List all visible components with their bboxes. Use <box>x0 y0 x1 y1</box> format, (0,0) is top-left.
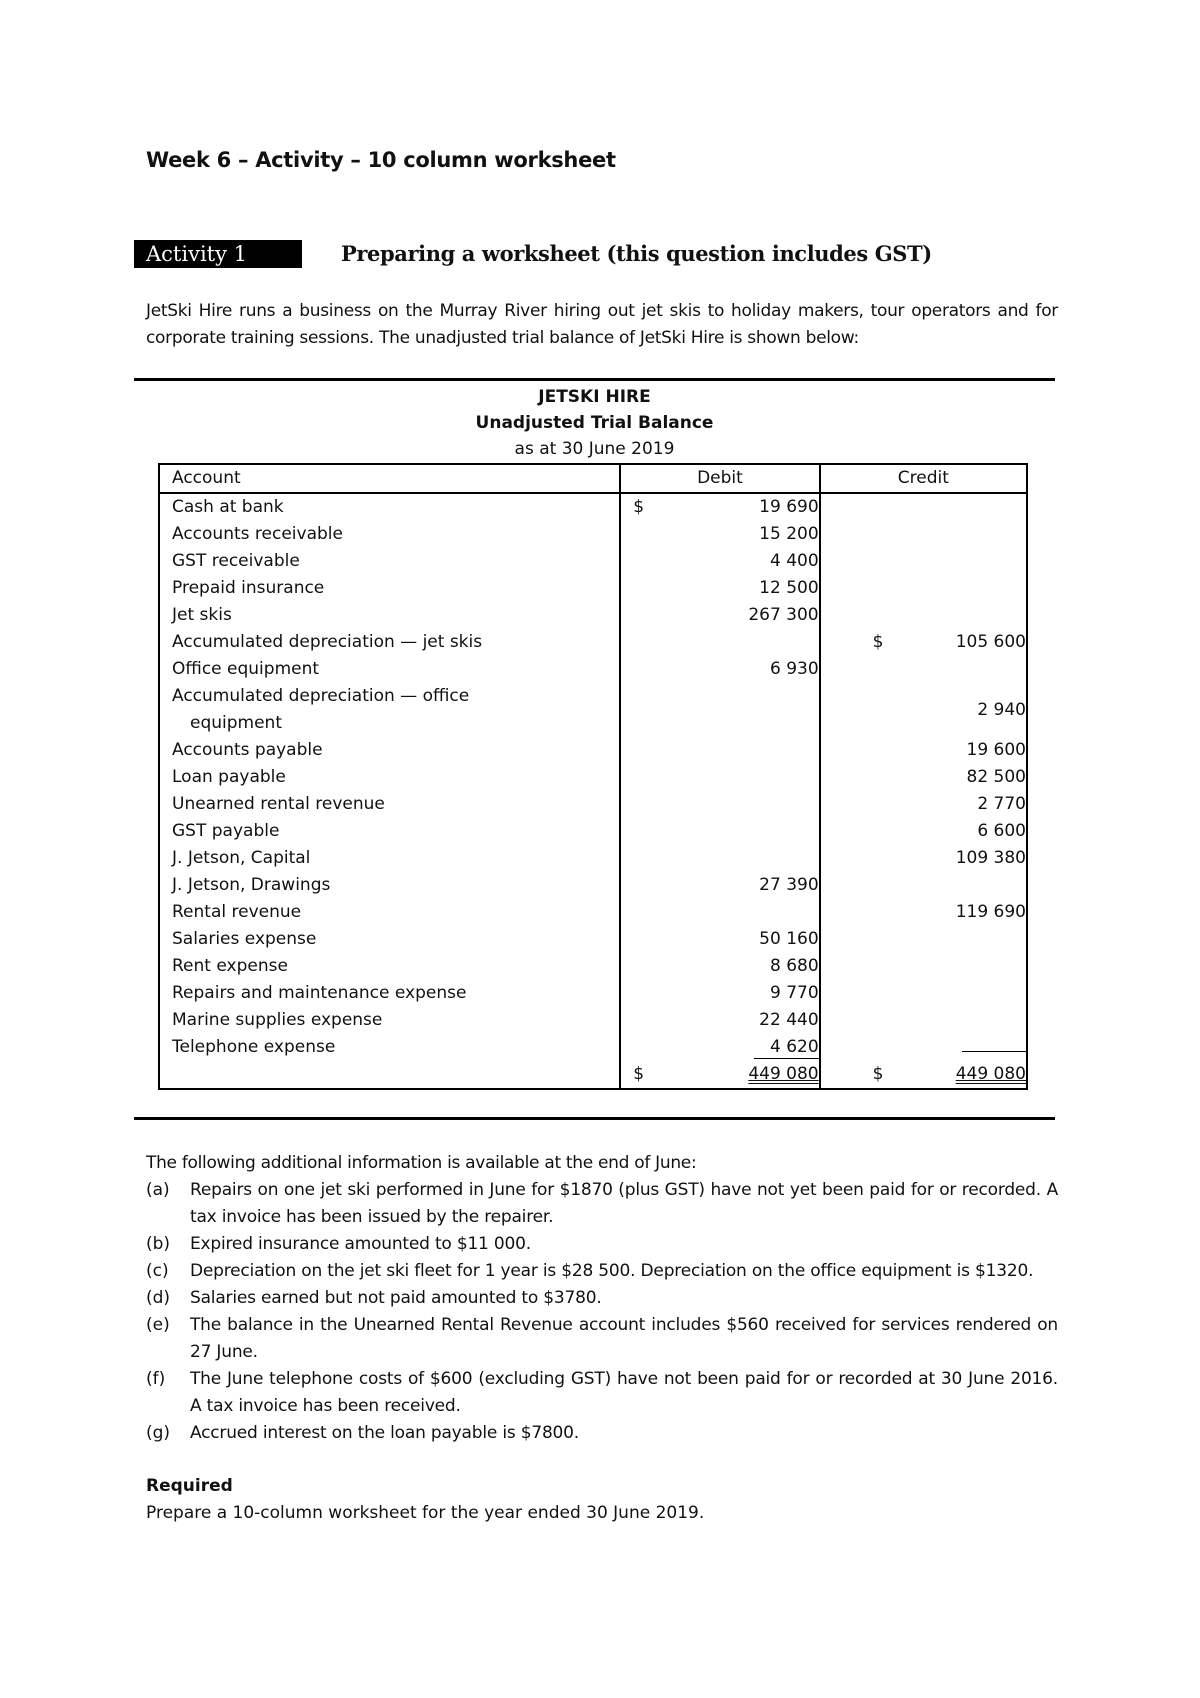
item-text: Salaries earned but not paid amounted to $3780. <box>190 1288 602 1308</box>
account-name: Rent expense <box>172 956 288 976</box>
account-cell <box>159 1034 620 1061</box>
account-name: Accumulated depreciation — jet skis <box>172 632 483 652</box>
debit-value: 4 620 <box>754 1036 819 1059</box>
debit-cell <box>620 493 819 521</box>
debit-value: 267 300 <box>748 605 819 625</box>
account-name: Telephone expense <box>172 1037 336 1057</box>
trial-balance-title: Unadjusted Trial Balance <box>475 413 714 433</box>
list-item <box>146 1285 1058 1312</box>
trial-balance-company: JETSKI HIRE <box>538 387 651 407</box>
item-text: The balance in the Unearned Rental Revenue account includes $560 received for services rendered on 27 June. <box>190 1315 1058 1362</box>
debit-cell <box>620 575 819 602</box>
credit-value: 6 600 <box>977 821 1026 841</box>
debit-value: 4 400 <box>769 551 819 571</box>
account-cell <box>159 602 620 629</box>
account-cell <box>159 899 620 926</box>
account-cell <box>159 737 620 764</box>
debit-value: 6 930 <box>769 659 819 679</box>
debit-cell <box>620 953 819 980</box>
debit-cell <box>620 899 819 926</box>
debit-cell <box>620 521 819 548</box>
debit-cell <box>620 980 819 1007</box>
debit-cell <box>620 548 819 575</box>
table-row <box>159 872 1027 899</box>
account-name: Prepaid insurance <box>172 578 325 598</box>
intro-paragraph: JetSki Hire runs a business on the Murray River hiring out jet skis to holiday makers, tour operators and for corporate training sessions. The unadjusted trial balance of JetSki Hire is shown below: <box>146 301 1058 348</box>
debit-cell <box>620 764 819 791</box>
debit-cell <box>620 737 819 764</box>
account-cell <box>159 818 620 845</box>
account-name: Loan payable <box>172 767 286 787</box>
item-text: The June telephone costs of $600 (excluding GST) have not been paid for or recorded at 30 June 2016. A tax invoice has been received. <box>190 1369 1058 1416</box>
activity-heading: Preparing a worksheet (this question includes GST) <box>341 241 932 266</box>
account-name: Repairs and maintenance expense <box>172 983 467 1003</box>
account-name: Rental revenue <box>172 902 302 922</box>
item-text: Repairs on one jet ski performed in June for $1870 (plus GST) have not yet been paid for or recorded. A tax invoice has been issued by the repairer. <box>190 1180 1058 1227</box>
account-cell <box>159 1007 620 1034</box>
item-text: Expired insurance amounted to $11 000. <box>190 1234 531 1254</box>
item-label: (g) <box>146 1423 171 1443</box>
additional-information <box>146 1150 1058 1527</box>
total-credit-cell <box>820 1061 1027 1089</box>
table-header-row <box>159 464 1027 493</box>
table-row <box>159 493 1027 521</box>
trial-balance-table <box>158 463 1028 1090</box>
divider-bottom <box>134 1117 1055 1120</box>
table-row <box>159 980 1027 1007</box>
account-name: Cash at bank <box>172 497 284 517</box>
totals-row <box>159 1061 1027 1089</box>
total-credit-value: 449 080 <box>955 1064 1026 1084</box>
table-row <box>159 1007 1027 1034</box>
table-row <box>159 683 1027 737</box>
debit-cell <box>620 683 819 737</box>
credit-cell <box>820 953 1027 980</box>
debit-cell <box>620 845 819 872</box>
debit-value: 12 500 <box>759 578 819 598</box>
credit-cell <box>820 980 1027 1007</box>
total-debit-value: 449 080 <box>748 1064 819 1084</box>
table-row <box>159 575 1027 602</box>
credit-cell <box>820 872 1027 899</box>
currency-symbol: $ <box>872 632 884 652</box>
credit-cell <box>820 683 1027 737</box>
account-name: GST receivable <box>172 551 300 571</box>
credit-value: 119 690 <box>955 902 1026 922</box>
item-text: Accrued interest on the loan payable is $7800. <box>190 1423 579 1443</box>
debit-cell <box>620 629 819 656</box>
debit-cell <box>620 602 819 629</box>
item-text: Depreciation on the jet ski fleet for 1 year is $28 500. Depreciation on the office equipment is $1320. <box>190 1261 1034 1281</box>
account-cell <box>159 926 620 953</box>
table-row <box>159 656 1027 683</box>
account-name: Office equipment <box>172 659 320 679</box>
credit-cell <box>820 1034 1027 1061</box>
credit-cell <box>820 629 1027 656</box>
totals-label-cell <box>159 1061 620 1089</box>
debit-cell <box>620 818 819 845</box>
debit-cell <box>620 791 819 818</box>
item-label: (e) <box>146 1315 170 1335</box>
account-cell <box>159 953 620 980</box>
credit-value: 82 500 <box>966 767 1026 787</box>
list-item <box>146 1420 1058 1447</box>
list-item <box>146 1231 1058 1258</box>
list-item <box>146 1366 1058 1420</box>
credit-cell <box>820 899 1027 926</box>
credit-value: 19 600 <box>966 740 1026 760</box>
item-label: (b) <box>146 1234 171 1254</box>
debit-value: 15 200 <box>759 524 819 544</box>
account-name: Accounts receivable <box>172 524 343 544</box>
required-label: Required <box>146 1476 233 1496</box>
account-name: Accumulated depreciation — office <box>172 686 470 706</box>
debit-value: 50 160 <box>759 929 819 949</box>
table-row <box>159 899 1027 926</box>
trial-balance-body <box>159 493 1027 1089</box>
list-item <box>146 1312 1058 1366</box>
table-row <box>159 602 1027 629</box>
table-row <box>159 521 1027 548</box>
currency-symbol: $ <box>872 1064 884 1084</box>
table-row <box>159 629 1027 656</box>
account-name: Jet skis <box>172 605 232 625</box>
debit-cell <box>620 656 819 683</box>
account-cell <box>159 791 620 818</box>
table-row <box>159 764 1027 791</box>
table-row <box>159 926 1027 953</box>
account-cell <box>159 656 620 683</box>
credit-cell <box>820 926 1027 953</box>
debit-value: 27 390 <box>759 875 819 895</box>
total-debit-cell <box>620 1061 819 1089</box>
account-cell <box>159 683 620 737</box>
account-cell <box>159 575 620 602</box>
debit-cell <box>620 1034 819 1061</box>
credit-cell <box>820 548 1027 575</box>
credit-value: 2 770 <box>977 794 1026 814</box>
account-name-continued: equipment <box>190 713 282 733</box>
debit-value: 9 770 <box>769 983 819 1003</box>
account-name: GST payable <box>172 821 280 841</box>
credit-cell <box>820 818 1027 845</box>
account-name: Accounts payable <box>172 740 323 760</box>
required-text: Prepare a 10-column worksheet for the year ended 30 June 2019. <box>146 1503 705 1523</box>
item-label: (a) <box>146 1180 170 1200</box>
additional-info-intro: The following additional information is available at the end of June: <box>146 1153 697 1173</box>
account-cell <box>159 548 620 575</box>
account-name: Unearned rental revenue <box>172 794 385 814</box>
table-row <box>159 1034 1027 1061</box>
credit-cell <box>820 737 1027 764</box>
credit-cell <box>820 764 1027 791</box>
credit-cell <box>820 493 1027 521</box>
debit-value: 22 440 <box>759 1010 819 1030</box>
credit-cell <box>820 656 1027 683</box>
currency-symbol: $ <box>633 497 645 517</box>
item-label: (f) <box>146 1369 166 1389</box>
account-cell <box>159 764 620 791</box>
account-name: Marine supplies expense <box>172 1010 383 1030</box>
credit-value: 2 940 <box>977 699 1026 720</box>
credit-underline <box>962 1035 1026 1052</box>
header-debit: Debit <box>620 464 819 493</box>
debit-cell <box>620 1007 819 1034</box>
credit-cell <box>820 845 1027 872</box>
account-cell <box>159 845 620 872</box>
account-cell <box>159 521 620 548</box>
credit-cell <box>820 521 1027 548</box>
debit-cell <box>620 926 819 953</box>
additional-info-list <box>146 1177 1058 1447</box>
divider-top <box>134 378 1055 381</box>
credit-value: 105 600 <box>955 632 1026 652</box>
account-cell <box>159 872 620 899</box>
table-row <box>159 818 1027 845</box>
list-item <box>146 1258 1058 1285</box>
header-credit: Credit <box>820 464 1027 493</box>
debit-value: 19 690 <box>759 497 819 517</box>
trial-balance-date: as at 30 June 2019 <box>514 439 675 459</box>
account-cell <box>159 980 620 1007</box>
debit-value: 8 680 <box>769 956 819 976</box>
account-name: J. Jetson, Drawings <box>172 875 331 895</box>
credit-cell <box>820 602 1027 629</box>
table-row <box>159 548 1027 575</box>
account-cell <box>159 629 620 656</box>
list-item <box>146 1177 1058 1231</box>
credit-value: 109 380 <box>955 848 1026 868</box>
activity-badge: Activity 1 <box>134 240 302 268</box>
currency-symbol: $ <box>633 1064 645 1084</box>
header-account: Account <box>172 468 241 488</box>
item-label: (d) <box>146 1288 171 1308</box>
table-row <box>159 737 1027 764</box>
table-row <box>159 791 1027 818</box>
credit-cell <box>820 575 1027 602</box>
table-row <box>159 845 1027 872</box>
credit-cell <box>820 1007 1027 1034</box>
account-cell <box>159 493 620 521</box>
page-title: Week 6 – Activity – 10 column worksheet <box>146 148 616 172</box>
table-row <box>159 953 1027 980</box>
credit-cell <box>820 791 1027 818</box>
account-name: J. Jetson, Capital <box>172 848 311 868</box>
item-label: (c) <box>146 1261 169 1281</box>
account-name: Salaries expense <box>172 929 317 949</box>
debit-cell <box>620 872 819 899</box>
